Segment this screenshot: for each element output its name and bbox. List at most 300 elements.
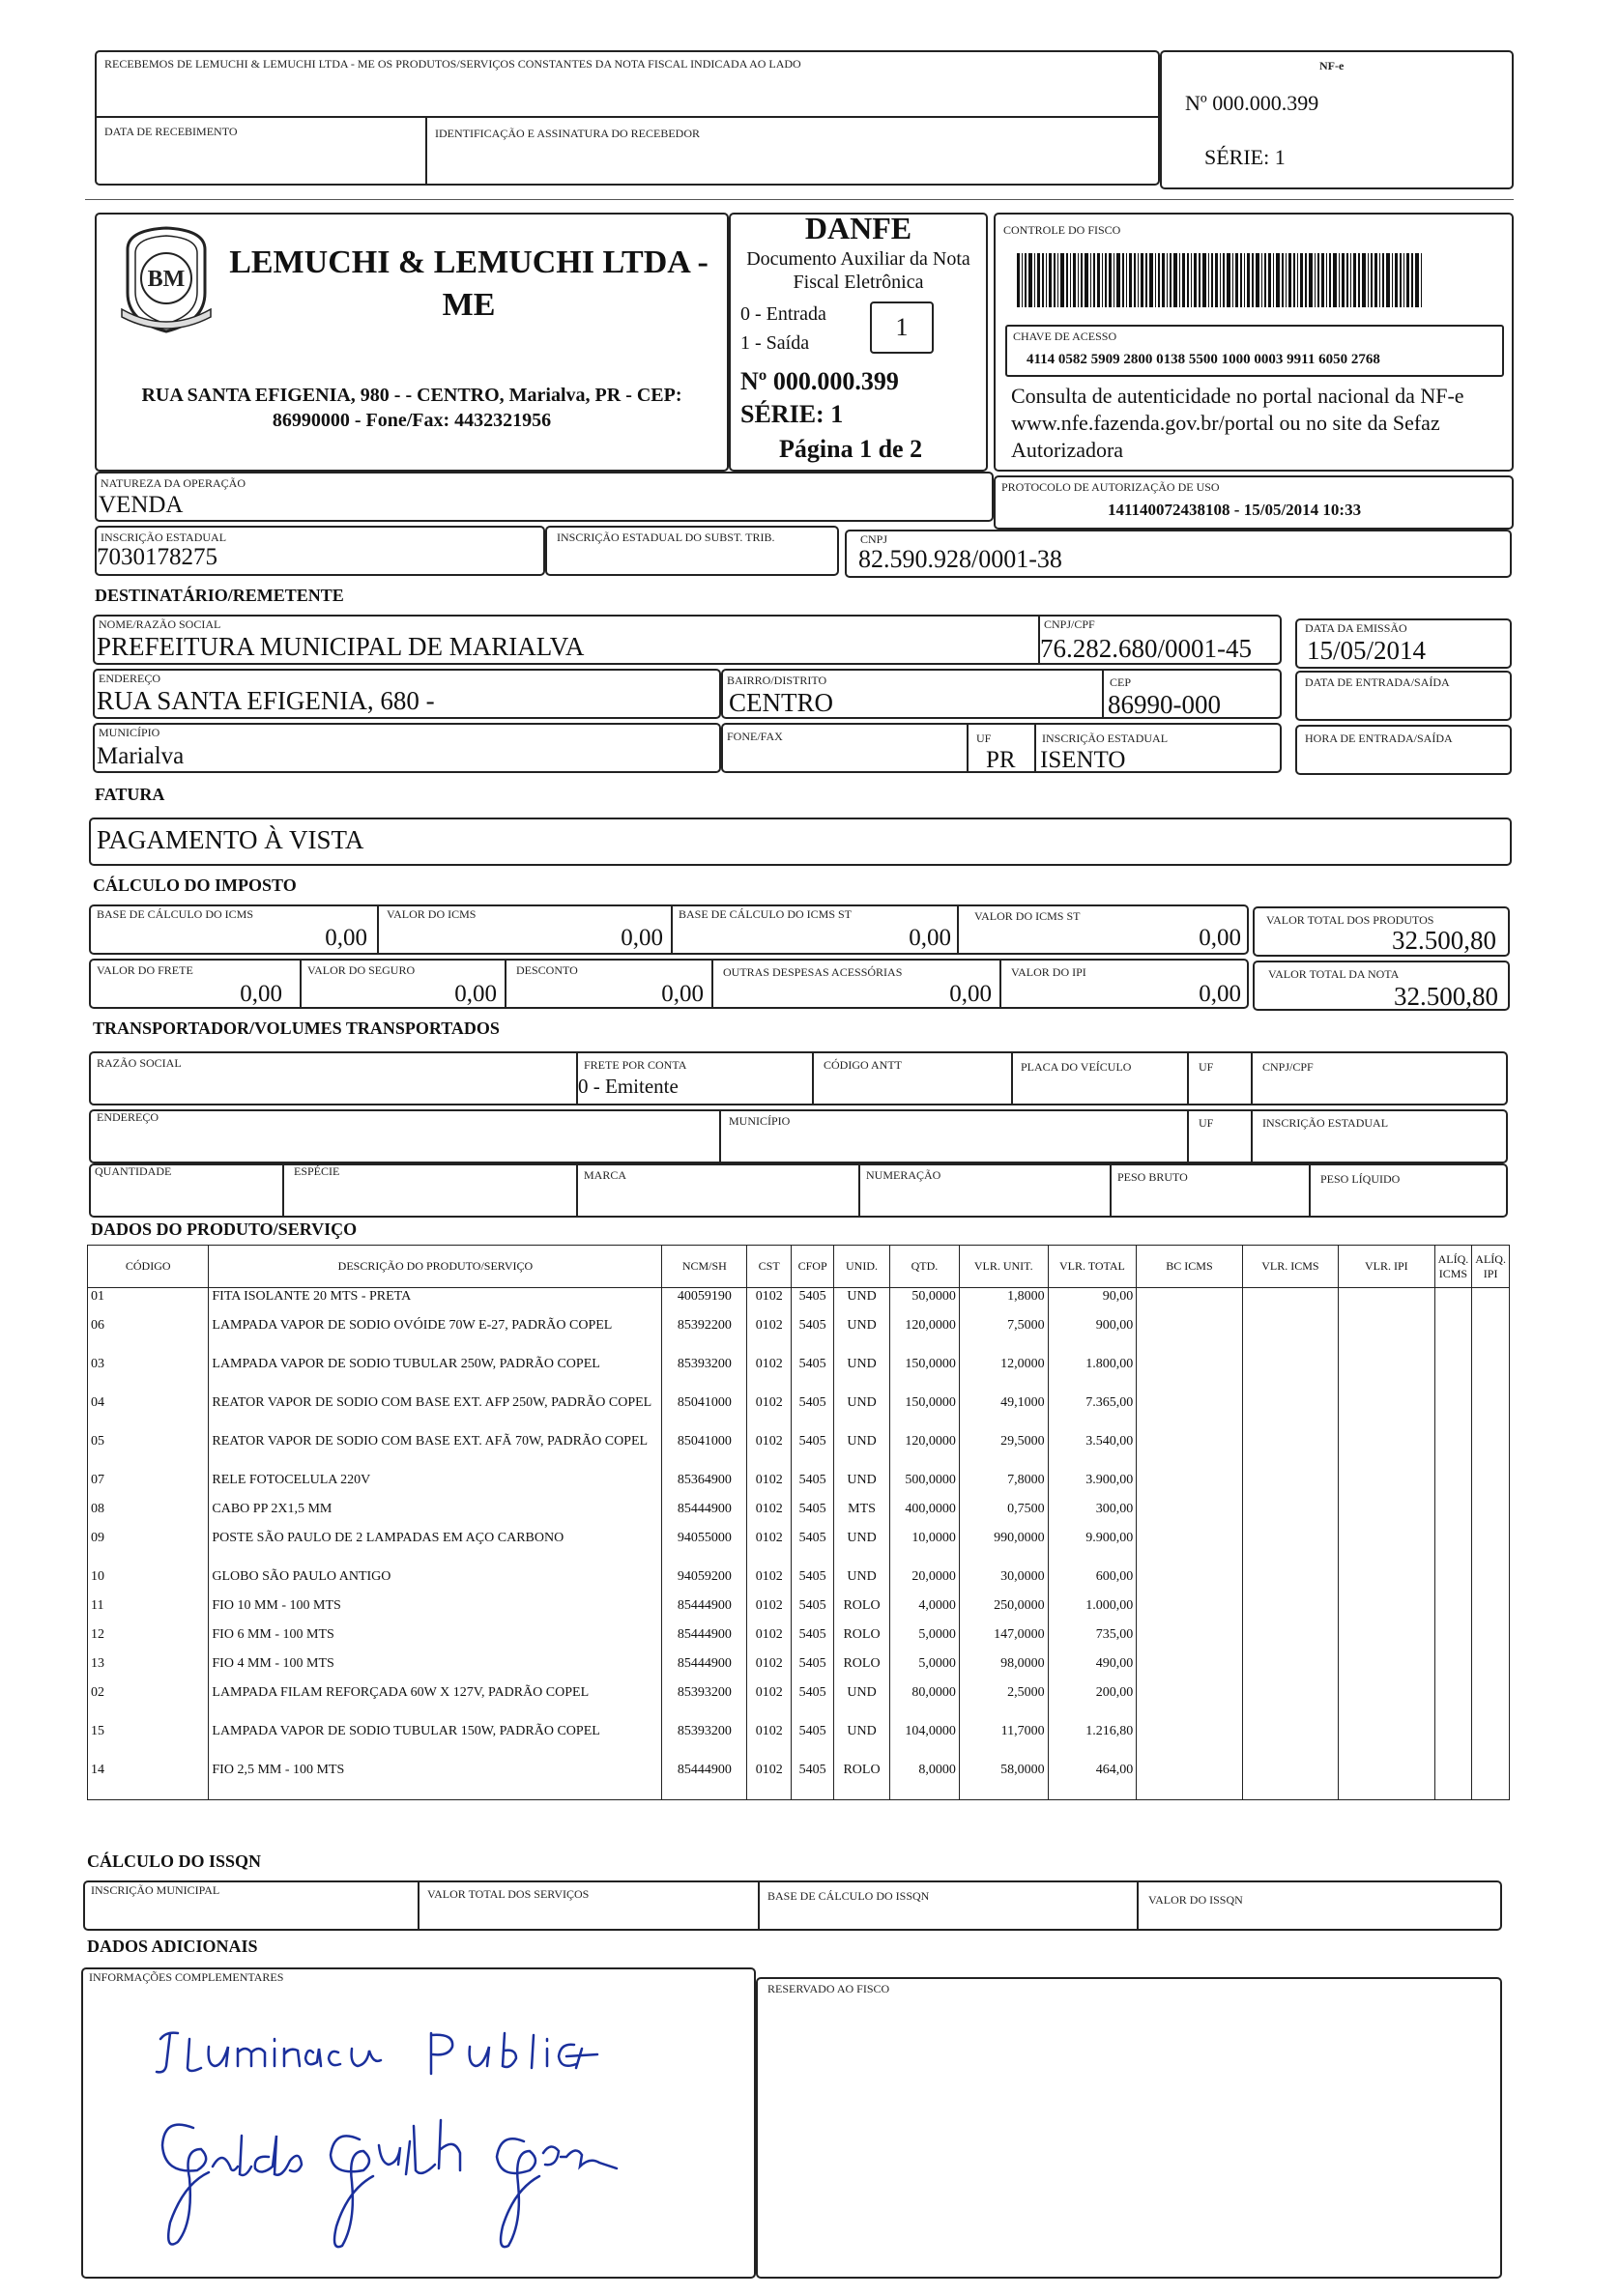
- table-row: [88, 1684, 1510, 1723]
- cell-empty: [1472, 1317, 1510, 1356]
- cell-empty: [1434, 1356, 1472, 1394]
- cell-ncm: 85393200: [662, 1356, 747, 1394]
- cell-empty: [1242, 1394, 1338, 1433]
- cell-vlr-unit: 29,5000: [959, 1433, 1048, 1472]
- cell-unid: MTS: [834, 1501, 890, 1530]
- cell-vlr-unit: 11,7000: [959, 1723, 1048, 1762]
- cell-ncm: 94055000: [662, 1530, 747, 1568]
- cell-empty: [1339, 1288, 1434, 1317]
- cell-ncm: 85364900: [662, 1472, 747, 1501]
- identificacao-label: IDENTIFICAÇÃO E ASSINATURA DO RECEBEDOR: [435, 127, 701, 140]
- cell-empty: [1472, 1501, 1510, 1530]
- cell-empty: [1434, 1394, 1472, 1433]
- cell-descricao: LAMPADA VAPOR DE SODIO TUBULAR 150W, PADRÃO COPEL: [209, 1723, 662, 1762]
- cell-unid: UND: [834, 1288, 890, 1317]
- canhoto-nfe-label: NF-e: [1319, 59, 1345, 72]
- cell-empty: [1434, 1568, 1472, 1597]
- cell-descricao: FIO 2,5 MM - 100 MTS: [209, 1762, 662, 1791]
- cell-cst: 0102: [747, 1472, 792, 1501]
- column-header: QTD.: [889, 1246, 959, 1288]
- valor-st-value: 0,00: [1199, 925, 1241, 951]
- cell-vlr-total: 735,00: [1048, 1626, 1137, 1655]
- cell-vlr-unit: 7,5000: [959, 1317, 1048, 1356]
- cell-empty: [1339, 1568, 1434, 1597]
- tr-div12: [1110, 1163, 1112, 1218]
- cell-codigo: 06: [88, 1317, 209, 1356]
- table-row: [88, 1288, 1510, 1317]
- cell-descricao: RELE FOTOCELULA 220V: [209, 1472, 662, 1501]
- protocolo-label: PROTOCOLO DE AUTORIZAÇÃO DE USO: [1001, 480, 1220, 494]
- tr-div10: [576, 1163, 578, 1218]
- cell-empty: [1242, 1762, 1338, 1791]
- cell-cfop: 5405: [792, 1472, 834, 1501]
- outras-value: 0,00: [949, 981, 992, 1007]
- cell-qtd: 150,0000: [889, 1394, 959, 1433]
- canhoto-vdivider: [425, 116, 427, 186]
- cell-ncm: 85393200: [662, 1723, 747, 1762]
- destinatario-section: DESTINATÁRIO/REMETENTE: [95, 586, 344, 605]
- issqn-box: [83, 1880, 1502, 1931]
- cell-unid: ROLO: [834, 1597, 890, 1626]
- cell-unid: UND: [834, 1684, 890, 1723]
- transp-quantidade-label: QUANTIDADE: [95, 1164, 172, 1178]
- column-header: CÓDIGO: [88, 1246, 209, 1288]
- cell-vlr-total: 90,00: [1048, 1288, 1137, 1317]
- table-row: [88, 1356, 1510, 1394]
- hora-label: HORA DE ENTRADA/SAÍDA: [1305, 732, 1453, 745]
- cell-empty: [1434, 1472, 1472, 1501]
- ipi-label: VALOR DO IPI: [1011, 965, 1086, 979]
- company-logo: [108, 220, 224, 336]
- tr-div7: [1187, 1109, 1189, 1163]
- cell-vlr-unit: 49,1000: [959, 1394, 1048, 1433]
- cell-empty: [209, 1791, 662, 1800]
- danfe-serie: SÉRIE: 1: [740, 400, 844, 428]
- transp-razao-label: RAZÃO SOCIAL: [97, 1056, 182, 1070]
- issqn-section: CÁLCULO DO ISSQN: [87, 1851, 262, 1871]
- cell-qtd: 10,0000: [889, 1530, 959, 1568]
- cnpj-emit-value: 82.590.928/0001-38: [858, 545, 1062, 573]
- danfe-tipo: 1: [870, 301, 934, 354]
- canhoto-box: [95, 50, 1160, 186]
- cell-empty: [1472, 1597, 1510, 1626]
- canhoto-numero: Nº 000.000.399: [1185, 91, 1319, 115]
- cell-empty: [1242, 1433, 1338, 1472]
- cell-cfop: 5405: [792, 1356, 834, 1394]
- cell-empty: [1137, 1568, 1242, 1597]
- products-table: [87, 1245, 1510, 1800]
- transp-frete-label: FRETE POR CONTA: [584, 1058, 687, 1072]
- cell-qtd: 8,0000: [889, 1762, 959, 1791]
- transp-peso-liquido-label: PESO LÍQUIDO: [1320, 1172, 1401, 1186]
- cell-cfop: 5405: [792, 1288, 834, 1317]
- cell-vlr-unit: 147,0000: [959, 1626, 1048, 1655]
- canhoto-divider: [95, 116, 1160, 118]
- total-produtos-value: 32.500,80: [1392, 926, 1496, 955]
- cell-empty: [1242, 1472, 1338, 1501]
- cell-descricao: FIO 4 MM - 100 MTS: [209, 1655, 662, 1684]
- cell-empty: [1137, 1433, 1242, 1472]
- cell-codigo: 10: [88, 1568, 209, 1597]
- cell-cst: 0102: [747, 1762, 792, 1791]
- tr-div9: [282, 1163, 284, 1218]
- cell-ncm: 85041000: [662, 1394, 747, 1433]
- cell-empty: [1434, 1723, 1472, 1762]
- table-row: [88, 1655, 1510, 1684]
- cell-cfop: 5405: [792, 1655, 834, 1684]
- transp-peso-bruto-label: PESO BRUTO: [1117, 1170, 1188, 1184]
- cell-empty: [1472, 1655, 1510, 1684]
- cell-empty: [1472, 1394, 1510, 1433]
- dest-nome-value: PREFEITURA MUNICIPAL DE MARIALVA: [97, 632, 585, 661]
- cell-vlr-total: 3.900,00: [1048, 1472, 1137, 1501]
- tr-div11: [858, 1163, 860, 1218]
- cell-unid: UND: [834, 1433, 890, 1472]
- imp-div1: [377, 904, 379, 955]
- cell-empty: [1339, 1655, 1434, 1684]
- controle-fisco-label: CONTROLE DO FISCO: [1003, 223, 1121, 237]
- canhoto-serie: SÉRIE: 1: [1204, 145, 1286, 169]
- cell-vlr-total: 900,00: [1048, 1317, 1137, 1356]
- cell-empty: [1434, 1597, 1472, 1626]
- cell-vlr-unit: 990,0000: [959, 1530, 1048, 1568]
- cell-empty: [1472, 1626, 1510, 1655]
- cell-empty: [1137, 1288, 1242, 1317]
- cell-empty: [1434, 1433, 1472, 1472]
- cell-codigo: 11: [88, 1597, 209, 1626]
- emissao-label: DATA DA EMISSÃO: [1305, 621, 1407, 635]
- cell-empty: [1339, 1501, 1434, 1530]
- cell-empty: [1137, 1597, 1242, 1626]
- dest-cnpj-value: 76.282.680/0001-45: [1040, 634, 1252, 663]
- cell-descricao: CABO PP 2X1,5 MM: [209, 1501, 662, 1530]
- danfe-entrada: 0 - Entrada: [740, 303, 826, 325]
- danfe-saida: 1 - Saída: [740, 332, 810, 354]
- cell-vlr-total: 1.216,80: [1048, 1723, 1137, 1762]
- cell-unid: UND: [834, 1317, 890, 1356]
- cell-qtd: 150,0000: [889, 1356, 959, 1394]
- transp-municipio-label: MUNICÍPIO: [729, 1114, 791, 1128]
- table-row: [88, 1723, 1510, 1762]
- cell-empty: [747, 1791, 792, 1800]
- cell-empty: [1242, 1288, 1338, 1317]
- cell-empty: [1137, 1791, 1242, 1800]
- dest-ie-label: INSCRIÇÃO ESTADUAL: [1042, 732, 1169, 745]
- cell-codigo: 08: [88, 1501, 209, 1530]
- cell-empty: [1339, 1762, 1434, 1791]
- cell-ncm: 85444900: [662, 1501, 747, 1530]
- cell-vlr-unit: 12,0000: [959, 1356, 1048, 1394]
- cell-ncm: 94059200: [662, 1568, 747, 1597]
- cell-empty: [1472, 1472, 1510, 1501]
- tr-div2: [812, 1051, 814, 1105]
- cell-empty: [1137, 1723, 1242, 1762]
- ipi-value: 0,00: [1199, 981, 1241, 1007]
- cell-ncm: 85444900: [662, 1597, 747, 1626]
- cell-empty: [1137, 1762, 1242, 1791]
- cell-empty: [1137, 1394, 1242, 1433]
- reservado-label: RESERVADO AO FISCO: [767, 1982, 890, 1995]
- dest-bairro-div: [1102, 669, 1104, 719]
- table-body: [88, 1288, 1510, 1800]
- emissao-value: 15/05/2014: [1307, 636, 1427, 665]
- cell-vlr-unit: 2,5000: [959, 1684, 1048, 1723]
- cell-descricao: FITA ISOLANTE 20 MTS - PRETA: [209, 1288, 662, 1317]
- cell-cst: 0102: [747, 1317, 792, 1356]
- emitente-address: RUA SANTA EFIGENIA, 980 - - CENTRO, Marialva, PR - CEP: 86990000 - Fone/Fax: 4432321956: [141, 385, 682, 431]
- total-nota-label: VALOR TOTAL DA NOTA: [1268, 967, 1400, 981]
- cell-descricao: REATOR VAPOR DE SODIO COM BASE EXT. AFÃ 70W, PADRÃO COPEL: [209, 1433, 662, 1472]
- cell-qtd: 120,0000: [889, 1317, 959, 1356]
- table-row: [88, 1317, 1510, 1356]
- cell-cfop: 5405: [792, 1626, 834, 1655]
- cell-codigo: 09: [88, 1530, 209, 1568]
- cell-cst: 0102: [747, 1530, 792, 1568]
- cell-empty: [1137, 1626, 1242, 1655]
- cell-empty: [1242, 1626, 1338, 1655]
- desconto-label: DESCONTO: [516, 963, 578, 977]
- adicionais-section: DADOS ADICIONAIS: [87, 1937, 258, 1956]
- cell-vlr-total: 464,00: [1048, 1762, 1137, 1791]
- cell-empty: [1242, 1723, 1338, 1762]
- dest-uf-div: [967, 723, 969, 773]
- dest-endereco-label: ENDEREÇO: [99, 672, 160, 685]
- cell-descricao: REATOR VAPOR DE SODIO COM BASE EXT. AFP 250W, PADRÃO COPEL: [209, 1394, 662, 1433]
- cell-cfop: 5405: [792, 1597, 834, 1626]
- chave-label: CHAVE DE ACESSO: [1013, 330, 1117, 343]
- entrada-saida-label: DATA DE ENTRADA/SAÍDA: [1305, 675, 1450, 689]
- outras-label: OUTRAS DESPESAS ACESSÓRIAS: [723, 965, 903, 979]
- cell-empty: [1472, 1568, 1510, 1597]
- transp-frete-value: 0 - Emitente: [578, 1075, 679, 1098]
- svg-text:BM: BM: [147, 267, 186, 292]
- transporte-section: TRANSPORTADOR/VOLUMES TRANSPORTADOS: [93, 1019, 500, 1038]
- cell-unid: ROLO: [834, 1762, 890, 1791]
- cell-vlr-total: 300,00: [1048, 1501, 1137, 1530]
- cell-empty: [662, 1791, 747, 1800]
- column-header: ALÍQ. IPI: [1472, 1246, 1510, 1288]
- cell-unid: UND: [834, 1723, 890, 1762]
- cell-codigo: 07: [88, 1472, 209, 1501]
- dest-cep-value: 86990-000: [1108, 690, 1221, 719]
- cell-descricao: GLOBO SÃO PAULO ANTIGO: [209, 1568, 662, 1597]
- column-header: CST: [747, 1246, 792, 1288]
- tr-div3: [1011, 1051, 1013, 1105]
- cell-qtd: 20,0000: [889, 1568, 959, 1597]
- tr-div5: [1251, 1051, 1253, 1105]
- dest-nome-label: NOME/RAZÃO SOCIAL: [99, 617, 221, 631]
- cell-unid: UND: [834, 1568, 890, 1597]
- base-icms-value: 0,00: [325, 925, 367, 951]
- column-header: CFOP: [792, 1246, 834, 1288]
- cell-empty: [1472, 1762, 1510, 1791]
- cell-empty: [1472, 1723, 1510, 1762]
- natureza-value: VENDA: [99, 492, 184, 518]
- cell-ncm: 85444900: [662, 1762, 747, 1791]
- cell-empty: [1242, 1684, 1338, 1723]
- seguro-value: 0,00: [454, 981, 497, 1007]
- cell-cst: 0102: [747, 1433, 792, 1472]
- cell-vlr-total: 3.540,00: [1048, 1433, 1137, 1472]
- signature: [145, 2107, 628, 2252]
- tr-div4: [1187, 1051, 1189, 1105]
- table-row: [88, 1433, 1510, 1472]
- seguro-label: VALOR DO SEGURO: [307, 963, 416, 977]
- cell-vlr-total: 9.900,00: [1048, 1530, 1137, 1568]
- transp-especie-label: ESPÉCIE: [294, 1164, 340, 1178]
- cell-unid: UND: [834, 1394, 890, 1433]
- cell-empty: [1472, 1530, 1510, 1568]
- emitente-name: LEMUCHI & LEMUCHI LTDA - ME: [229, 244, 709, 323]
- cell-cst: 0102: [747, 1723, 792, 1762]
- cell-cfop: 5405: [792, 1762, 834, 1791]
- cell-empty: [1242, 1317, 1338, 1356]
- cell-empty: [1242, 1597, 1338, 1626]
- cell-empty: [1137, 1472, 1242, 1501]
- cell-vlr-unit: 250,0000: [959, 1597, 1048, 1626]
- cell-empty: [1339, 1356, 1434, 1394]
- cell-descricao: LAMPADA VAPOR DE SODIO OVÓIDE 70W E-27, PADRÃO COPEL: [209, 1317, 662, 1356]
- recebemos-text: RECEBEMOS DE LEMUCHI & LEMUCHI LTDA - ME OS PRODUTOS/SERVIÇOS CONSTANTES DA NOTA FISCAL INDICADA AO LADO: [104, 57, 801, 71]
- cell-cfop: 5405: [792, 1684, 834, 1723]
- cell-empty: [1434, 1684, 1472, 1723]
- cell-qtd: 5,0000: [889, 1626, 959, 1655]
- cell-empty: [1242, 1530, 1338, 1568]
- dest-bairro-value: CENTRO: [729, 688, 833, 717]
- cell-descricao: LAMPADA VAPOR DE SODIO TUBULAR 250W, PADRÃO COPEL: [209, 1356, 662, 1394]
- cell-vlr-unit: 30,0000: [959, 1568, 1048, 1597]
- cell-cst: 0102: [747, 1597, 792, 1626]
- cell-empty: [1339, 1530, 1434, 1568]
- issqn-base-label: BASE DE CÁLCULO DO ISSQN: [767, 1889, 930, 1903]
- data-recebimento-label: DATA DE RECEBIMENTO: [104, 125, 238, 138]
- imp-div2: [671, 904, 673, 955]
- cell-codigo: 03: [88, 1356, 209, 1394]
- cell-cst: 0102: [747, 1626, 792, 1655]
- dest-fone-label: FONE/FAX: [727, 730, 783, 743]
- dest-municipio-value: Marialva: [97, 743, 185, 769]
- cell-empty: [1434, 1655, 1472, 1684]
- issqn-im-label: INSCRIÇÃO MUNICIPAL: [91, 1883, 220, 1897]
- cell-empty: [792, 1791, 834, 1800]
- cell-vlr-unit: 98,0000: [959, 1655, 1048, 1684]
- table-filler-row: [88, 1791, 1510, 1800]
- produtos-section: DADOS DO PRODUTO/SERVIÇO: [91, 1220, 358, 1239]
- cell-codigo: 04: [88, 1394, 209, 1433]
- danfe-pagina: Página 1 de 2: [779, 435, 923, 463]
- issqn-valor-label: VALOR DO ISSQN: [1148, 1893, 1243, 1907]
- cell-qtd: 80,0000: [889, 1684, 959, 1723]
- issqn-servicos-label: VALOR TOTAL DOS SERVIÇOS: [427, 1887, 590, 1901]
- reservado-box: [756, 1977, 1502, 2279]
- cell-empty: [1434, 1288, 1472, 1317]
- cell-vlr-unit: 1,8000: [959, 1288, 1048, 1317]
- cell-empty: [1242, 1791, 1338, 1800]
- cell-empty: [1339, 1317, 1434, 1356]
- cell-empty: [1242, 1568, 1338, 1597]
- cell-cfop: 5405: [792, 1317, 834, 1356]
- cell-ncm: 85393200: [662, 1684, 747, 1723]
- cell-empty: [1339, 1684, 1434, 1723]
- table-row: [88, 1394, 1510, 1433]
- cell-unid: UND: [834, 1356, 890, 1394]
- total-produtos-label: VALOR TOTAL DOS PRODUTOS: [1266, 913, 1434, 927]
- table-row: [88, 1530, 1510, 1568]
- cell-empty: [1434, 1501, 1472, 1530]
- table-row: [88, 1626, 1510, 1655]
- cell-cst: 0102: [747, 1568, 792, 1597]
- consulta-text: Consulta de autenticidade no portal nacional da NF-e www.nfe.fazenda.gov.br/portal ou no site da Sefaz Autorizadora: [1011, 384, 1464, 462]
- cell-cst: 0102: [747, 1501, 792, 1530]
- cell-empty: [1434, 1317, 1472, 1356]
- imposto-section: CÁLCULO DO IMPOSTO: [93, 875, 297, 895]
- cell-empty: [1137, 1530, 1242, 1568]
- cell-empty: [1242, 1655, 1338, 1684]
- table-row: [88, 1472, 1510, 1501]
- column-header: DESCRIÇÃO DO PRODUTO/SERVIÇO: [209, 1246, 662, 1288]
- valor-st-label: VALOR DO ICMS ST: [974, 909, 1081, 923]
- column-header: VLR. IPI: [1339, 1246, 1434, 1288]
- dest-uf-label: UF: [976, 732, 992, 745]
- cell-cst: 0102: [747, 1288, 792, 1317]
- cell-empty: [1339, 1791, 1434, 1800]
- chave-acesso: 4114 0582 5909 2800 0138 5500 1000 0003 9911 6050 2768: [1027, 352, 1380, 367]
- cell-unid: UND: [834, 1472, 890, 1501]
- cell-empty: [1137, 1317, 1242, 1356]
- is-div2: [758, 1880, 760, 1931]
- cell-empty: [1472, 1791, 1510, 1800]
- cell-ncm: 85444900: [662, 1626, 747, 1655]
- valor-icms-label: VALOR DO ICMS: [387, 907, 477, 921]
- cell-cfop: 5405: [792, 1501, 834, 1530]
- cell-codigo: 02: [88, 1684, 209, 1723]
- frete-value: 0,00: [240, 981, 282, 1007]
- cell-empty: [1242, 1356, 1338, 1394]
- dest-municipio-label: MUNICÍPIO: [99, 726, 160, 739]
- cell-empty: [889, 1791, 959, 1800]
- cell-cfop: 5405: [792, 1433, 834, 1472]
- cell-cfop: 5405: [792, 1723, 834, 1762]
- cell-empty: [1472, 1684, 1510, 1723]
- cell-vlr-total: 7.365,00: [1048, 1394, 1137, 1433]
- cell-vlr-unit: 0,7500: [959, 1501, 1048, 1530]
- transp-cnpj-label: CNPJ/CPF: [1262, 1060, 1314, 1074]
- total-nota-value: 32.500,80: [1394, 982, 1498, 1011]
- cell-codigo: 05: [88, 1433, 209, 1472]
- cell-descricao: FIO 6 MM - 100 MTS: [209, 1626, 662, 1655]
- cell-empty: [1242, 1501, 1338, 1530]
- base-icms-label: BASE DE CÁLCULO DO ICMS: [97, 907, 254, 921]
- cell-descricao: LAMPADA FILAM REFORÇADA 60W X 127V, PADRÃO COPEL: [209, 1684, 662, 1723]
- transp-uf-label: UF: [1199, 1060, 1214, 1074]
- cell-empty: [1434, 1530, 1472, 1568]
- column-header: VLR. UNIT.: [959, 1246, 1048, 1288]
- transp-ie-label: INSCRIÇÃO ESTADUAL: [1262, 1116, 1389, 1130]
- cell-vlr-total: 1.800,00: [1048, 1356, 1137, 1394]
- table-row: [88, 1501, 1510, 1530]
- column-header: VLR. ICMS: [1242, 1246, 1338, 1288]
- transp-endereco-label: ENDEREÇO: [97, 1110, 159, 1124]
- cut-line: [85, 199, 1514, 200]
- cell-empty: [834, 1791, 890, 1800]
- cell-vlr-total: 600,00: [1048, 1568, 1137, 1597]
- cell-empty: [1339, 1597, 1434, 1626]
- cell-unid: ROLO: [834, 1655, 890, 1684]
- column-header: BC ICMS: [1137, 1246, 1242, 1288]
- cell-qtd: 500,0000: [889, 1472, 959, 1501]
- cell-empty: [1434, 1626, 1472, 1655]
- frete-label: VALOR DO FRETE: [97, 963, 193, 977]
